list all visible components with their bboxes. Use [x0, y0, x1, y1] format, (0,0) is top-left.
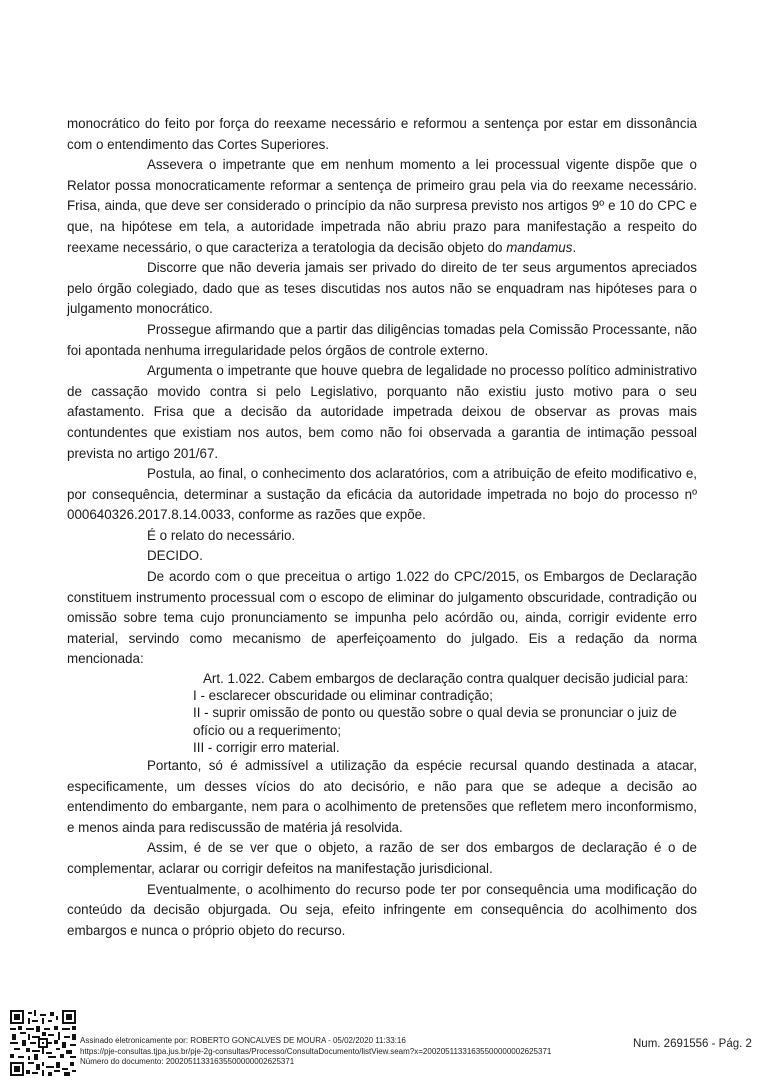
paragraph-9: De acordo com o que preceitua o artigo 1.022 do CPC/2015, os Embargos de Declaração constituem instrumento processual com o escopo de eliminar do julgamento obscuridade, contradição ou omissão sobre tema cujo pronunciamento se impunha pelo acórdão ou, ainda, corrigir evidente erro material, servindo como mecanismo de aperfeiçoamento do julgado. Eis a redação da norma mencionada:	[67, 569, 697, 667]
paragraph-1: monocrático do feito por força do reexame necessário e reformou a sentença por estar em dissonância com o entendimento das Cortes Superiores.	[67, 116, 697, 152]
page-number: Num. 2691556 - Pág. 2	[633, 1038, 752, 1050]
quote-item-2: II - suprir omissão de ponto ou questão sobre o qual devia se pronunciar o juiz de ofício ou a requerimento;	[193, 705, 677, 738]
quote-item-3: III - corrigir erro material.	[193, 739, 340, 755]
paragraph-5: Argumenta o impetrante que houve quebra de legalidade no processo político administrativo de cassação movido contra si pelo Legislativo, porquanto não existiu justo motivo para o seu afastamento. Frisa que a decisão da autoridade impetrada deixou de observar as provas mais contundentes que existiam nos autos, bem como não foi observada a garantia de intimação pessoal prevista no artigo 201/67.	[67, 363, 697, 461]
quote-article: Art. 1.022. Cabem embargos de declaração contra qualquer decisão judicial para:	[203, 671, 689, 687]
document-body	[67, 114, 697, 941]
qr-code-icon[interactable]	[10, 1010, 76, 1076]
signature-block	[80, 1036, 551, 1068]
paragraph-2-text: Assevera o impetrante que em nenhum momento a lei processual vigente dispõe que o Relator possa monocraticamente reformar a sentença de primeiro grau pela via do reexame necessário. Frisa, ainda, que deve ser considerado o princípio da não surpresa previsto nos artigos 9º e 10 do CPC e que, na hipótese em tela, a autoridade impetrada não abriu prazo para manifestação a respeito do reexame necessário, o que caracteriza a teratologia da decisão objeto do	[67, 157, 697, 255]
document-footer	[0, 1006, 766, 1086]
document-url[interactable]: https://pje-consultas.tjpa.jus.br/pje-2g-consultas/Processo/ConsultaDocumento/listView.seam?x=20020511331635500000002625371	[80, 1046, 552, 1056]
paragraph-8: DECIDO.	[147, 548, 203, 564]
legal-quote	[193, 670, 697, 756]
italic-term: mandamus	[506, 239, 573, 255]
paragraph-10: Portanto, só é admissível a utilização da espécie recursal quando destinada a atacar, especificamente, um desses vícios do ato decisório, e não para que se adeque a decisão ao entendimento do embargante, nem para o acolhimento de pretensões que refletem mero inconformismo, e menos ainda para rediscussão de matéria já resolvida.	[67, 758, 697, 835]
signed-by: Assinado eletronicamente por: ROBERTO GONCALVES DE MOURA - 05/02/2020 11:33:16	[80, 1036, 406, 1045]
quote-item-1: I - esclarecer obscuridade ou eliminar contradição;	[193, 688, 493, 704]
paragraph-12: Eventualmente, o acolhimento do recurso pode ter por consequência uma modificação do conteúdo da decisão objurgada. Ou seja, efeito infringente em consequência do acolhimento dos embargos e nunca o próprio objeto do recurso.	[67, 881, 697, 938]
paragraph-3: Discorre que não deveria jamais ser privado do direito de ter seus argumentos apreciados pelo órgão colegiado, dado que as teses discutidas nos autos não se enquadram nas hipóteses para o julgamento monocrático.	[67, 260, 697, 317]
paragraph-7: É o relato do necessário.	[147, 527, 296, 543]
document-number: Número do documento: 20020511331635500000002625371	[80, 1057, 295, 1066]
paragraph-11: Assim, é de se ver que o objeto, a razão de ser dos embargos de declaração é o de complementar, aclarar ou corrigir defeitos na manifestação jurisdicional.	[67, 840, 697, 877]
paragraph-4: Prossegue afirmando que a partir das diligências tomadas pela Comissão Processante, não foi apontada nenhuma irregularidade pelos órgãos de controle externo.	[67, 321, 697, 358]
paragraph-6: Postula, ao final, o conhecimento dos aclaratórios, com a atribuição de efeito modificativo e, por consequência, determinar a sustação da eficácia da autoridade impetrada no bojo do processo nº 000640326.2017.8.14.0033, conforme as razões que expõe.	[67, 466, 697, 523]
paragraph-2: Assevera o impetrante que em nenhum momento a lei processual vigente dispõe que o Relator possa monocraticamente reformar a sentença de primeiro grau pela via do reexame necessário. Frisa, ainda, que deve ser considerado o princípio da não surpresa previsto nos artigos 9º e 10 do CPC e que, na hipótese em tela, a autoridade impetrada não abriu prazo para manifestação a respeito do reexame necessário, o que caracteriza a teratologia da decisão objeto do mandamus.	[67, 157, 697, 255]
